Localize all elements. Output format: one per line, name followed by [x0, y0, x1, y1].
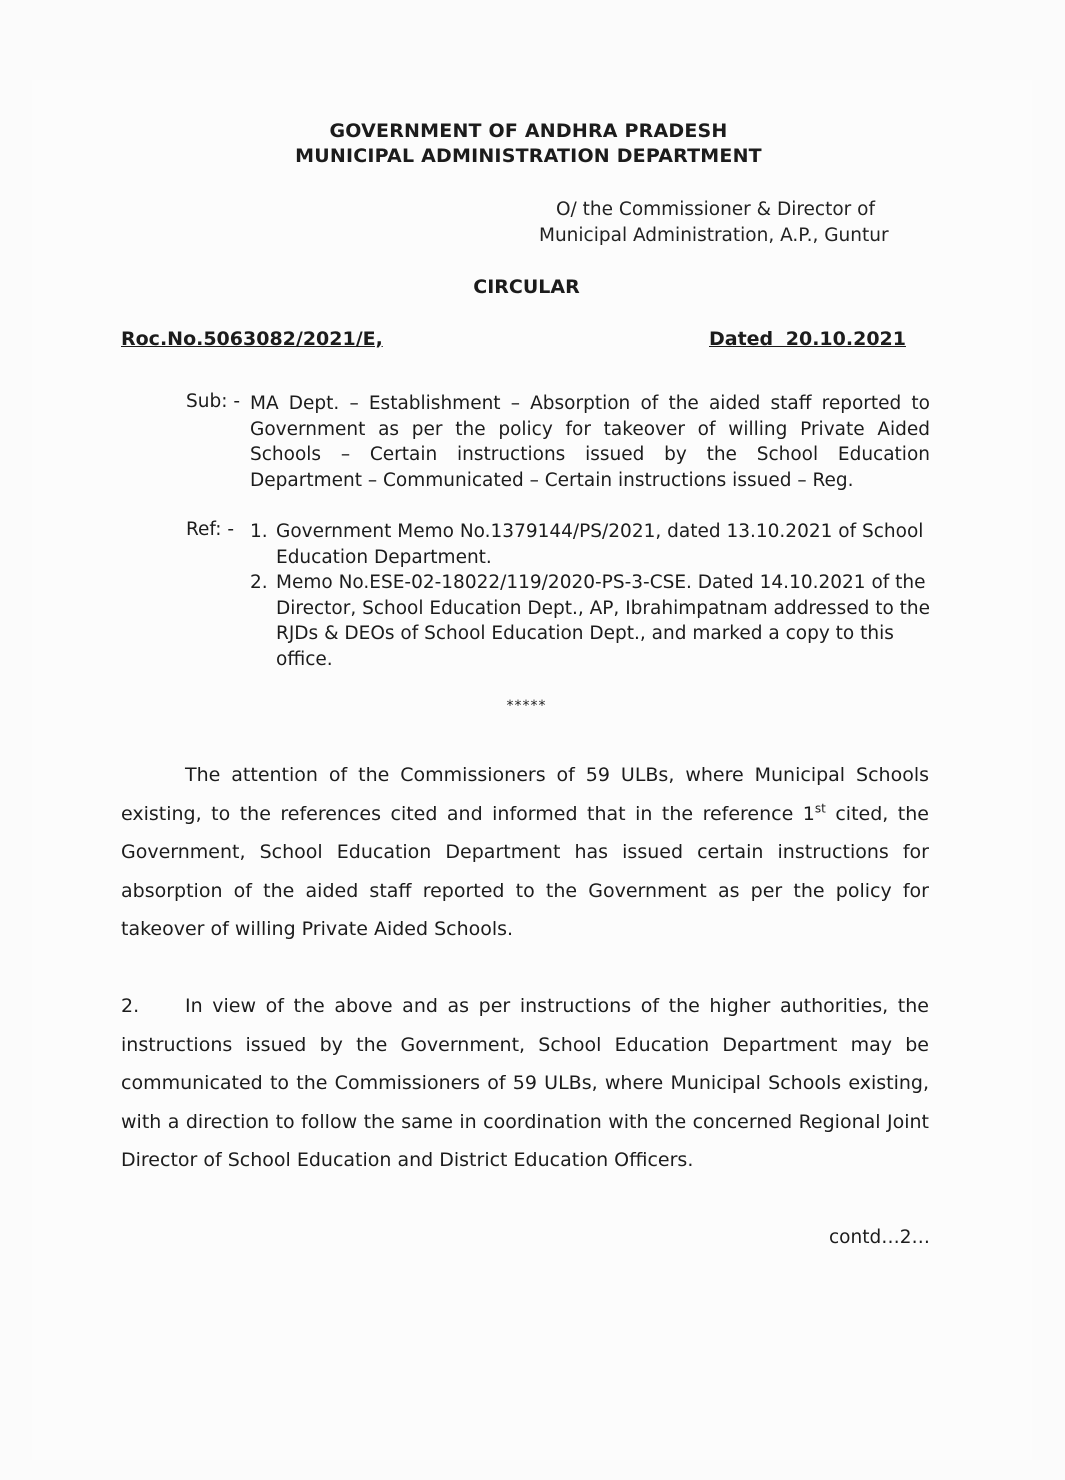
reference-number: 2.	[250, 572, 268, 593]
reference-text: Government Memo No.1379144/PS/2021, dated 13.10.2021 of School Education Department.	[276, 521, 924, 568]
continued-marker: contd…2…	[829, 1227, 930, 1248]
ordinal-superscript: st	[814, 801, 826, 816]
paragraph-2-text: In view of the above and as per instructions of the higher authorities, the instructions issued by the Government, School Education Department may be communicated to the Commissioners of 59 ULBs, where Municipal Schools existing, with a direction to follow the same in coordination with the concerned Regional Joint Director of School Education and District Education Officers.	[121, 995, 929, 1172]
paragraph-number: 2.	[121, 995, 140, 1017]
reference-item-2	[250, 570, 940, 672]
paragraph-1-text-before: The attention of the Commissioners of 59 ULBs, where Municipal Schools existing, to the references cited and informed that in the reference 1	[121, 764, 929, 825]
roc-number: Roc.No.5063082/2021/E,	[121, 328, 383, 350]
circular-title: CIRCULAR	[473, 276, 580, 298]
reference-item-1	[250, 519, 940, 570]
reference-number: 1.	[250, 521, 268, 542]
office-line-2: Municipal Administration, A.P., Guntur	[539, 225, 889, 246]
paragraph-1-text-after: cited, the Government, School Education Department has issued certain instructions for absorption of the aided staff reported to the Government as per the policy for takeover of willing Private Aided Schools.	[121, 802, 929, 941]
office-line-1: O/ the Commissioner & Director of	[556, 199, 875, 220]
subject-label: Sub: -	[186, 391, 241, 412]
section-separator: *****	[506, 698, 547, 714]
reference-text: Memo No.ESE-02-18022/119/2020-PS-3-CSE. Dated 14.10.2021 of the Director, School Education Dept., AP, Ibrahimpatnam addressed to the RJDs & DEOs of School Education Dept., and marked a copy to this office.	[276, 572, 931, 670]
circular-date: Dated 20.10.2021	[709, 328, 906, 350]
body-paragraph-2	[121, 987, 929, 1180]
reference-label: Ref: -	[186, 519, 235, 540]
government-heading: GOVERNMENT OF ANDHRA PRADESH	[329, 120, 728, 142]
department-heading: MUNICIPAL ADMINISTRATION DEPARTMENT	[295, 145, 762, 167]
subject-text: MA Dept. – Establishment – Absorption of the aided staff reported to Government as per the policy for takeover of willing Private Aided Schools – Certain instructions issued by the School Education Department – Communicated – Certain instructions issued – Reg.	[250, 393, 930, 491]
body-paragraph-1	[121, 756, 929, 949]
